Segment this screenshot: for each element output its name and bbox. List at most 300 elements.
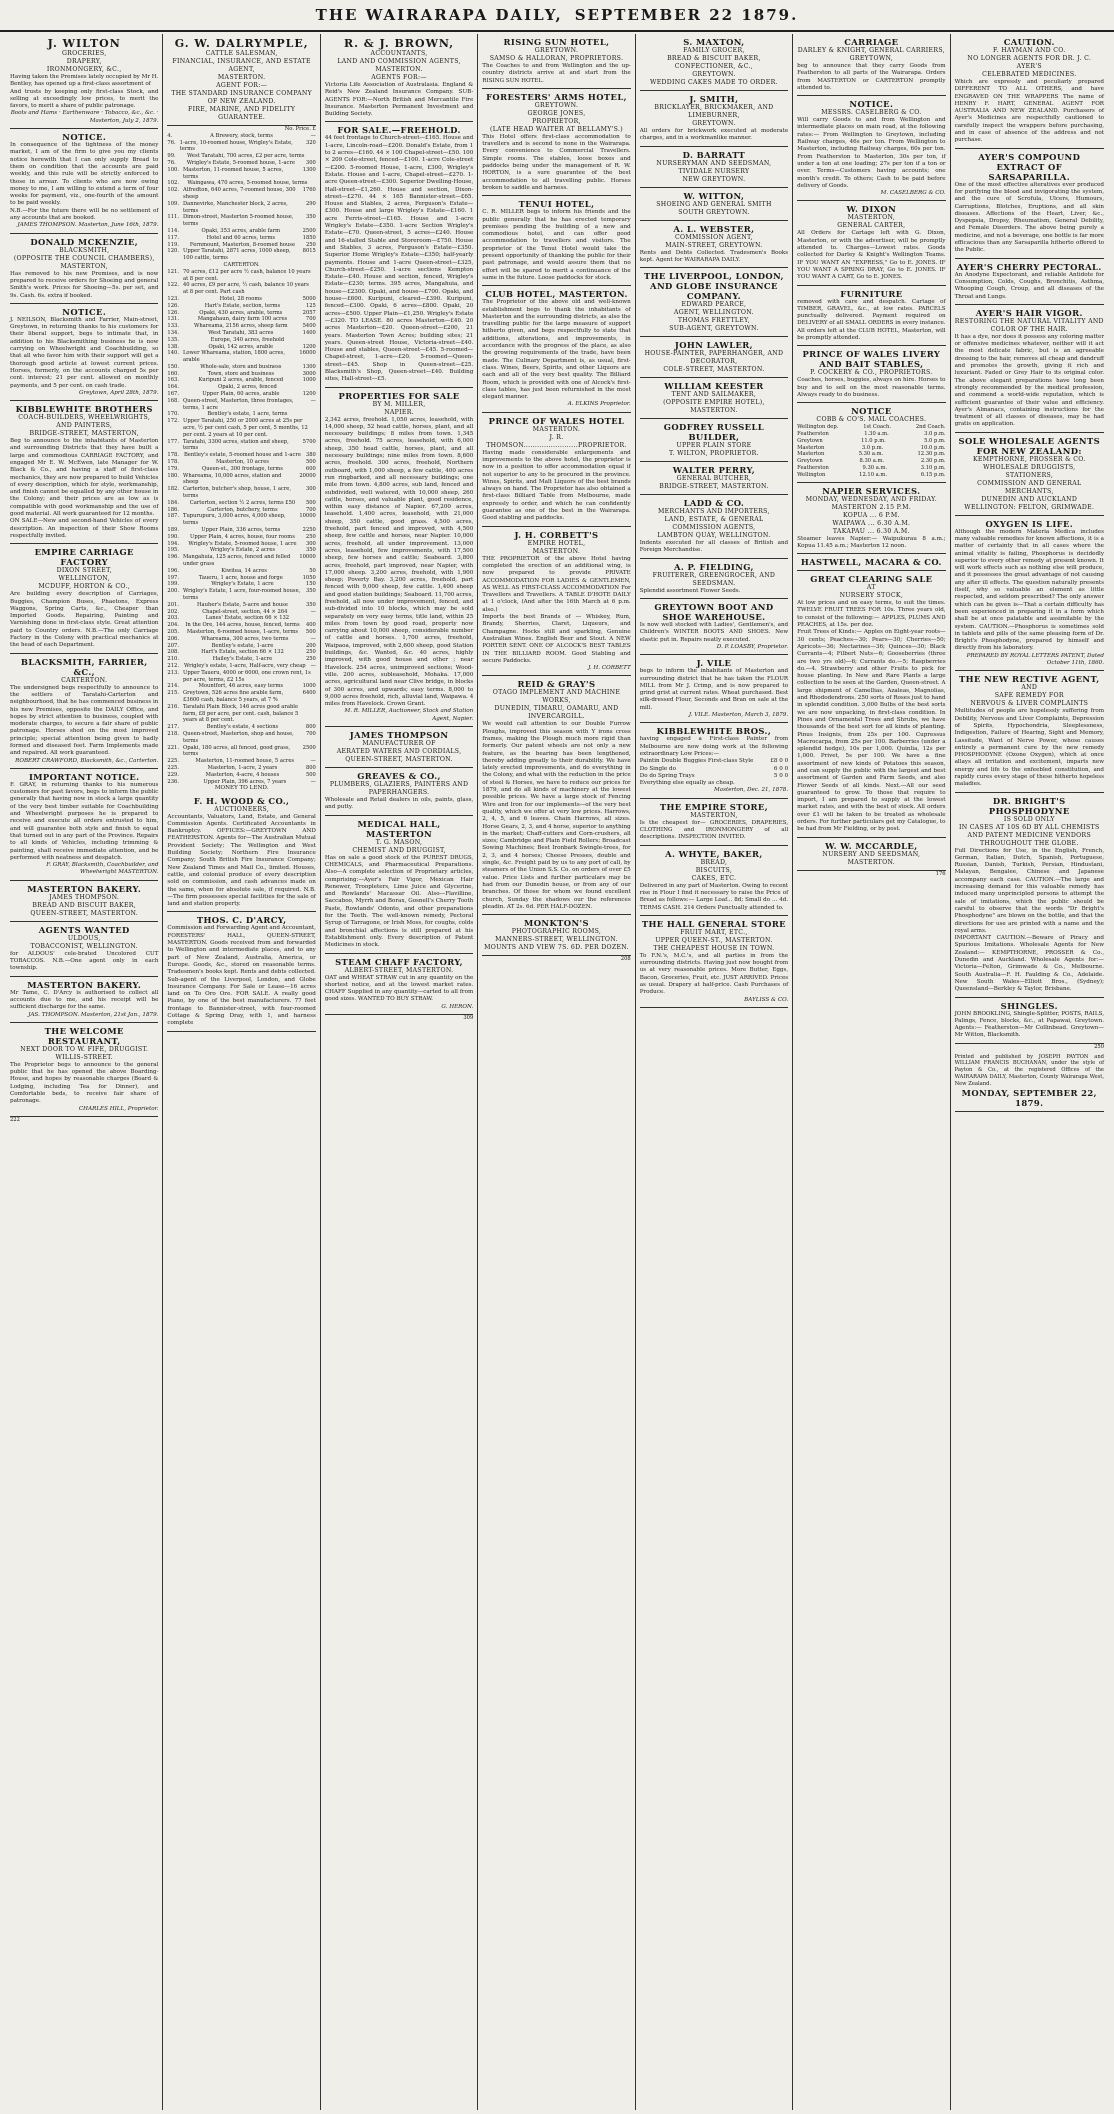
- ad-body: In consequence of the tightness of the money market, I am of the firm to give you my clients notice herewith that I can only supply Bread to them on condition that the accounts are paid weekly, and this rule will be strictly enforced to those in arrear. To clients who are now owing money to me, I am willing to extend a term of four weeks for payment, viz., one-fourth of the amount to be paid weekly.: [10, 142, 159, 207]
- ad-subheading: PROPRIETOR,: [532, 117, 581, 125]
- property-price: 1850: [302, 234, 316, 241]
- advertisement: [10, 977, 158, 1023]
- price-row: [640, 758, 788, 765]
- property-number: 163.: [167, 377, 179, 384]
- property-desc: A Brewery, stock, terms: [210, 132, 273, 139]
- ad-body: THE PROPRIETOR of the above Hotel having completed the erection of an additional wing, is now prepared to provide PRIVATE ACCOMMODATION FOR LADIES & GENTLEMEN, AS WELL AS FIRST-CLASS ACCOMMODATION For Travellers and Travellers. A TABLE D'HOTE DAILY at 1 o'clock, (And after the 16th March at 6 p.m. also.): [482, 555, 631, 613]
- ad-heading: IMPORTANT NOTICE.: [28, 771, 140, 782]
- property-row: [167, 507, 315, 514]
- property-number: 170.: [167, 411, 179, 418]
- ad-body: Wholesale and Retail dealers in oils, paints, glass, and putty.: [324, 797, 474, 811]
- property-desc: In the Ore, 144 acres, house, fenced, terms: [185, 622, 300, 629]
- property-number: 109.: [167, 200, 179, 207]
- ad-heading: NAPIER SERVICES.: [822, 485, 921, 496]
- ad-subheading: NO LONGER AGENTS FOR DR. J. C. AYER'S: [967, 55, 1092, 70]
- schedule-cell: Wellington dep.: [797, 424, 839, 431]
- property-number: 225.: [167, 758, 179, 765]
- advertisement: [325, 768, 473, 816]
- property-price: 350: [305, 547, 316, 554]
- ad-subheading: (OPPOSITE THE COUNCIL CHAMBERS),: [13, 254, 155, 262]
- ad-body: Delivered in any part of Masterton. Owing to recent rise in Flour I find it necessary to raise the Price of Bread as follows:— Large Loaf... 8d; Small do ... 4d. TERMS CASH. 214 Orders Punctually attended to.: [639, 882, 789, 911]
- property-number: 167.: [167, 391, 179, 398]
- ad-subheading: BREAD AND BISCUIT BAKER,: [32, 901, 137, 909]
- ad-signature: Boots and Hams · Earthenware · Tobacco, &c., &c. · Masterton, July 2, 1879.: [10, 110, 159, 124]
- property-desc: Masterton, 4-acre, 4 houses: [205, 771, 280, 778]
- ad-signature: CHARLES HILL, Proprietor.: [78, 1105, 159, 1112]
- ad-subheading: KEMPTHORNE, PROSSER & CO.: [973, 455, 1086, 463]
- property-number: 140.: [167, 350, 179, 357]
- advertisement: [797, 571, 945, 838]
- ad-heading: THE LIVERPOOL, LONDON, AND GLOBE INSURANCE COMPANY.: [643, 271, 784, 302]
- ad-heading: PRINCE OF WALES HOTEL: [488, 415, 625, 426]
- advertisement: [955, 793, 1104, 998]
- property-price: 350: [305, 588, 316, 595]
- advertisement: [482, 915, 630, 956]
- property-number: 134.: [167, 329, 179, 336]
- property-desc: 40 acres, £9 per acre, ½ cash, balance 10 years at 8 per cent. Part cash: [182, 282, 309, 296]
- property-desc: Hart's Estate, section 66 × 132: [201, 649, 284, 656]
- advertisement: [955, 34, 1104, 149]
- ad-subheading: MASTERTON.: [690, 407, 738, 415]
- property-number: 126.: [167, 309, 179, 316]
- advertisement: [482, 413, 630, 527]
- ad-subheading: CATTLE SALESMAN,: [205, 50, 278, 57]
- list-header: No. Price. £: [284, 126, 316, 132]
- ad-subheading: NAPIER.: [384, 408, 414, 416]
- property-number: 221.: [167, 744, 179, 751]
- ad-tail: Fruit Trees of Kinds:— Apples on Eight-year roots—30 cents; Peaches—30; Pears—30; Cherries—50; Apricots—36; Nectarines—36; Quinces—30; Black Currants—4; Filbert Nuts—6; Gooseberries (three are two yrs old)—6; Currants do.—5; Raspberries do.—4. Strawberry and other Fruits to pick for house planting. In New and Rare Plants a large collection to be seen at the Garden, Queen-street. A large shipment of Camellias, Azaleas, Magnolias, and Rhododendrons. 250 sorts of Roses just to hand in splendid condition. 3,000 Bulbs of the best sorts we are now unpacking, in first-class condition. In Pines and Ornamental Trees and Shrubs, we have thousands of the best sort for all kinds of planting. Pinus Insignis, from 25s per 100. Cupressus Macrocarpa, from 25s per 100. Barberries (under a splendid hedge), 10s per 1,000. Quinlia, 12s per 1,000. Privet, 5s per 100. We have a fine assortment of new kinds of Potatoes this season, and can supply the public with the largest and best assortment of Garden and Farm Seeds, and also Flower Seeds of all kinds. Next.—All our seed guaranteed to grow. To those that require to import, I am prepared to supply at the lowest market rates, and with the best of stock. All orders over £1 will be taken to be treated as wholesale orders. For further particulars get my Catalogue, to be had from Mr Fielding, or by post.: [797, 629, 946, 833]
- property-number: 182.: [167, 486, 179, 493]
- schedule-cell: 3.0 p.m.: [924, 431, 946, 437]
- schedule-cell: Masterton: [797, 444, 825, 451]
- schedule-cell: Greytown: [797, 458, 823, 465]
- property-row: [167, 364, 315, 371]
- property-price: 1400: [302, 329, 316, 336]
- ad-heading: NOTICE.: [62, 306, 107, 317]
- property-row: [167, 153, 315, 160]
- price-label: Do do Spring Trays: [639, 772, 695, 779]
- advertisement: [640, 559, 788, 599]
- property-desc: Taueru, 1 acre, house and forge: [198, 574, 283, 581]
- property-number: 131.: [167, 316, 179, 323]
- property-price: 500: [305, 771, 316, 778]
- property-row: [167, 486, 315, 500]
- schedule-cell: 8.30 a.m.: [859, 458, 885, 465]
- advertisement: [325, 122, 473, 387]
- property-number: 160.: [167, 370, 179, 377]
- ad-body: Multitudes of people are hopelessly suffering from Debility, Nervous and Liver Complaints, Depression of Spirits, Hypochondria, Sleeplessness, Indigestion, Failure of Hearing, Sight and Memory, Lassitude, Want of Nerve Power, whose causes entirely a permanent cure by the new remedy PHOSPHODYNE (Ozone Oxygen), which at once allays all irritation and excitement, imparts new energy and life to the enfeebled constitution, and rapidly cures every stage of these hitherto hopeless maladies.: [954, 708, 1104, 788]
- ad-heading: WILLIAM KEESTER: [664, 381, 764, 392]
- ad-subheading: F. HAYMAN AND CO.: [993, 47, 1066, 54]
- advertisement: [640, 799, 788, 846]
- advertisement: [325, 954, 473, 1015]
- column-1: [6, 34, 163, 2110]
- property-price: 1300: [302, 363, 316, 370]
- advertisement: [955, 998, 1104, 1044]
- ad-subheading: GREYTOWN.: [534, 101, 579, 109]
- property-row: [167, 201, 315, 215]
- property-row: [167, 466, 315, 473]
- ad-subheading: COMMISSION AND GENERAL MERCHANTS,: [977, 479, 1082, 495]
- property-row: [167, 133, 315, 140]
- property-number: 210.: [167, 656, 179, 663]
- ad-subheading: CHEMIST AND DRUGGIST,: [352, 846, 446, 854]
- property-desc: Masterton, 6-roomed house, 1-acre, terms: [186, 628, 299, 635]
- ad-subheading: GREYTOWN.: [692, 71, 736, 78]
- property-row: [167, 663, 315, 670]
- property-desc: Upper Plain, 60 acres, arable: [202, 391, 280, 398]
- property-row: [167, 534, 315, 541]
- schedule-cell: 2nd Coach.: [915, 424, 946, 431]
- advertisement: [482, 89, 630, 196]
- price-row: [640, 780, 788, 787]
- property-row: [167, 228, 315, 235]
- ad-body: Having made considerable enlargements and improvements to the above hotel, the proprietor is now in a position to offer accommodation equal if not superior to any to be procured in the province. Wines, Spirits, and Malt Liquors of the best brands always on hand. The Proprietor has also obtained a first-class Billiard Table from Melbourne, made expressly to order, and which he can confidently guarantee as one of the best in the Wairarapa. Good stabling and paddocks.: [482, 449, 631, 522]
- property-number: 172.: [167, 418, 179, 425]
- property-desc: Opaki, 353 acres, arable farm: [201, 227, 281, 234]
- property-price: 50: [309, 567, 316, 574]
- ad-heading: FORESTERS' ARMS HOTEL,: [486, 91, 627, 102]
- ad-heading: AYER'S CHERRY PECTORAL.: [956, 261, 1102, 272]
- property-row: [167, 160, 315, 167]
- property-row: [167, 581, 315, 588]
- property-row: [167, 384, 315, 391]
- column-6: [793, 34, 950, 2110]
- property-row: [167, 745, 315, 759]
- property-number: 201.: [167, 601, 179, 608]
- property-desc: Europe, 340 acres, freehold: [210, 336, 285, 343]
- ad-heading: J. WILTON: [47, 37, 121, 50]
- property-price: 380: [305, 452, 316, 459]
- ad-subheading: AERATED WATERS AND CORDIALS,: [336, 748, 462, 756]
- property-desc: Masterton, 11-roomed house, 5 acres, terms: [182, 166, 284, 180]
- property-number: 133.: [167, 323, 179, 330]
- ad-subheading: NURSERY AND SEEDSMAN,: [822, 850, 921, 858]
- ad-subheading: UPPER QUEEN-ST., MASTERTON.: [655, 936, 773, 944]
- property-price: 2500: [302, 227, 316, 234]
- ad-subheading: TAKAPAU ... 6.30 A.M.: [832, 527, 910, 535]
- property-row: [167, 575, 315, 582]
- advertisement: [797, 346, 945, 403]
- ad-signature: JAS. THOMPSON. Masterton, 21st Jan., 1879.: [28, 1011, 159, 1018]
- advertisement: [482, 34, 630, 89]
- property-desc: Wrigley's Estate, 5-roomed house, 1 acre: [188, 540, 297, 547]
- advertisement: [640, 188, 788, 221]
- property-number: 178.: [167, 459, 179, 466]
- advertisement: [640, 495, 788, 559]
- ad-subheading: SAFE REMEDY FOR: [994, 692, 1064, 700]
- ad-subheading: IN CASES AT 10S 6D BY ALL CHEMISTS AND PATENT MEDICINE VENDORS THROUGHOUT THE GLOBE.: [959, 823, 1100, 847]
- advertisement: [10, 544, 158, 653]
- ad-body: An Anodyne Expectorant, and reliable Antidote for Consumption, Colds, Coughs, Bronchitis, Asthma, Whooping Cough, Croup, and all diseases of the Throat and Lungs.: [954, 271, 1104, 300]
- ad-subheading: LAND, ESTATE, & GENERAL COMMISSION AGENTS,: [664, 516, 764, 532]
- ad-heading: W. DIXON: [846, 204, 897, 215]
- property-desc: Upper Taratahi, 250 or 2000 acres at 25s per acre, ½ per cent cash, 5 per cent, 5 months, 12 per cent. 2 years at 10 per cent.: [182, 418, 308, 438]
- ad-subheading: IS SOLD ONLY: [1003, 815, 1055, 823]
- ad-heading: CARRIAGE: [844, 37, 899, 47]
- ad-body: F. GRAY, in returning thanks to his numerous customers for past favors, begs to inform the public generally that having now in stock a large quantity of the very best timber suitable for Coachbuilding and Wheelwright purposes he is prepared to receive and execute all orders entrusted to him, and will guarantee both style and finish to equal that turned out in any part of the Province. Repairs to all kinds of Vehicles, including trimming & painting, shall receive immediate attention, and be performed with neatness and despatch.: [10, 781, 159, 861]
- property-desc: West Taratahi, 700 acres, £2 per acre, terms: [187, 153, 305, 160]
- property-row: [167, 731, 315, 745]
- advertisement: [797, 34, 945, 96]
- advertisement: [482, 527, 630, 677]
- price-value: 5 0 0: [773, 772, 789, 779]
- ad-heading: HASTWELL, MACARA & CO.: [800, 557, 942, 568]
- property-price: 350: [305, 601, 316, 608]
- property-number: 218.: [167, 730, 179, 737]
- schedule-row: [797, 431, 945, 438]
- ad-subheading: COACH-BUILDERS, WHEELWRIGHTS, AND PAINTERS,: [18, 414, 151, 430]
- property-row: [167, 554, 315, 568]
- property-number: 135.: [167, 336, 179, 343]
- advertisement: [482, 676, 630, 915]
- property-number: 206.: [167, 635, 179, 642]
- property-row: [167, 391, 315, 398]
- ad-subheading: MASTERTON.: [532, 547, 581, 555]
- property-number: 102.: [167, 180, 179, 187]
- advertisement: [640, 723, 788, 798]
- property-desc: Hauher's Estate, 5-acre and house: [197, 601, 288, 608]
- property-desc: Carterton, butchery, terms: [207, 506, 278, 513]
- property-row: [167, 269, 315, 283]
- property-desc: Dimon-street, Masterton 5-roomed house, terms: [182, 214, 294, 228]
- ad-signature: A. ELKINS Proprietor.: [567, 401, 631, 408]
- ad-body: At low prices and on easy terms, to suit the times. TWELVE FRUIT TREES FOR 10s. Three years old, to consist of the following:— APPLES, PLUMS AND PEACHES, at 15s. per doz.: [797, 600, 946, 629]
- ad-heading: GREAT CLEARING SALE: [810, 574, 933, 585]
- property-desc: Wrigley's Estate, 1 acre: [211, 581, 274, 588]
- property-desc: Whole-sale, store and business: [200, 363, 282, 370]
- ad-heading: AYER'S COMPOUND EXTRACT OF SARSAPARILLA.: [978, 151, 1081, 182]
- ad-subheading: MASTERTON.: [532, 425, 581, 433]
- ad-subheading: NEXT DOOR TO W. FIFE, DRUGGIST.: [20, 1045, 149, 1053]
- property-desc: Wrigley's Estate, 2 acres: [209, 547, 276, 554]
- ad-body: Beg to announce to the inhabitants of Masterton and surrounding Districts that they have built a large and commodious CARRIAGE FACTORY, and engaged Mr E. W. McEwen, late Manager for W. Black & Co., and having a staff of first-class mechanics, they are now prepared to build Vehicles of every description, which for style, workmanship, and finish cannot be equalled by any other house in the Colony; and their prices are as low as is compatible with good workmanship and the use of good material. All work guaranteed for 12 months.: [10, 438, 159, 518]
- advertisement: [640, 378, 788, 419]
- property-price: 300: [305, 486, 316, 493]
- property-row: [167, 167, 315, 181]
- property-number: 189.: [167, 527, 179, 534]
- ad-subheading: MCDUFF, HORTON & CO.,: [38, 583, 130, 591]
- ad-body: Victoria Life Association of Australasia. England & Reid's New Zealand Insurance Company. SUB-AGENTS FOR:—North British and Mercantile Fire Insurance. Masterton Permanent Investment and Building Society.: [324, 82, 474, 118]
- property-number: 203.: [167, 615, 179, 622]
- schedule-cell: 1.30 a.m.: [864, 431, 889, 437]
- ad-subheading: PHOTOGRAPHIC ROOMS,: [511, 928, 602, 936]
- ad-signature: ROBERT CRAWFORD, Blacksmith, &c., Carterton.: [15, 757, 159, 764]
- ad-subheading: UPPER PLAIN STORE: [676, 442, 752, 450]
- property-desc: Carterton, butcher's shop, house, 1 acre, terms: [182, 486, 292, 500]
- schedule-row: [797, 445, 945, 452]
- ad-body: Accountants, Valuators, Land, Estate, and General Commission Agents. Certificated Accountants in Bankruptcy. OFFICES:—GREYTOWN AND FEATHERSTON. Agents for—The Australian Mutual Provident Society; The Wellington and West Building Society; Northern Fire Insurance Company; South British Fire Insurance Company; New Zealand Times and Mail Co., limited. Houses, cattle, and colonial produce of every description sold on commission, and cash advances made on the same, when for absolute sale, if required. N.B.—The firm possesses special facilities for the sale of land and station property.: [167, 813, 316, 908]
- property-row: [167, 568, 315, 575]
- ad-body: having engaged a First-class Painter from Melbourne are now doing work at the following extraordinary Low Prices:—: [639, 736, 789, 757]
- property-price: 1200: [302, 343, 316, 350]
- property-row: [167, 500, 315, 507]
- ad-heading: NOTICE: [851, 406, 892, 417]
- ad-heading: SHINGLES.: [1000, 1000, 1058, 1011]
- property-desc: Tupurupuru, 3,000 acres, 4,000 sheep, terms: [182, 513, 286, 527]
- property-number: 4.: [167, 132, 173, 139]
- property-price: 350: [305, 214, 316, 221]
- ad-body: Will carry Goods to and from Wellington and intermediate places on main road, at the following rates:— From Wellington to Greytown, including Railway charges, 46s per ton. From Wellington to Masterton, including Railway charges, 60s per ton. From Featherston to Masterton, 30s per ton, if under a ton at one loading; 27s per ton if a ton or over. Terms—Customers having accounts; one month's credit. To others; Cash to be paid before delivery of Goods.: [797, 117, 946, 189]
- property-number: 138.: [167, 343, 179, 350]
- ad-heading: THE HALL GENERAL STORE: [641, 918, 786, 929]
- ad-body: The Proprietor begs to announce to the general public that he has opened the above Boarding-House, and hopes by reasonable charges (Board & Lodging, including Tea for Dinner), and Comfortable beds, to receive fair share of patronage.: [10, 1061, 159, 1105]
- ad-subheading: QUEEN-STREET, MASTERTON.: [30, 909, 139, 917]
- ad-body: for ALDOUS' cele-brated Uncolored CUT TOBACCOS. N.B.—One agent only in each township.: [10, 950, 159, 972]
- ad-body: 2,342 acres, freehold. 1,050 acres, leasehold, with 14,000 sheep, 52 head cattle, horses, plant, and all necessary buildings; 8 miles from town. 1,345 acres, freehold. 75 acres, leasehold, with 6,000 sheep, 350 head cattle, horses, plant, and all necessary buildings; nine miles from town. 8,600 acres, freehold. 300 acres, freehold, Northern outboard, with 1,000 sheep, a few cattle, 400 acres run ringbarked, and all necessary buildings; one mile from town. 4,800 acres, sub land, fenced and subdivided, well watered, with 10,000 sheep, 260 cattle, horses, and valuable plant, good residence, within easy distance of Napier. 67,200 acres, leasehold. 1,400 acres, leasehold, with 21,000 sheep, 350 cattle, good grass. 4,500 acres, freehold, part fenced and improved, with 4,500 sheep, few cattle and horses, near Napier. 10,000 acres, freehold, all under improvement. 13,000 acres, leasehold, few improvements, with 17,500 sheep, few horses and cattle; Seaboard. 3,800 acres, freehold, part improved, near Napier, with 17,000 sheep. 3,200 acres, freehold, with 1,900 sheep; Poverty Bay. 3,200 acres, freehold, part fenced with 9,000 sheep, few cattle. 1,400 sheep and good station buildings; Seaboard. 11,700 acres, freehold, all now under improvement, fenced, and sub-divided into 10 blocks, which may be sold separately on very easy terms, title land, within 25 miles from town by good road, property now carrying about 10,000 sheep, considerable number of cattle and horses. 1,700 acres, freehold, Waipaoa, improved, with 2,600 sheep, good Station buildings, &c. Wanted, &c. 40 acres, highly improved, with good house and other ; near Havelock. 254 acres, unimproved sections; Wood-ville. 200 acres, subleasehold, Mohaka. 17,000 acres, agricultural land near Clive bridge, in blocks of 300 acres, and upwards; easy terms. 8,000 to 9,000 acres freehold, rich, alluvial land, Waipawa. 4 miles from Havelock. Crown Grant.: [324, 416, 474, 708]
- ad-subheading: SUB-AGENT, GREYTOWN.: [669, 325, 759, 333]
- ad-subheading: EMPIRE HOTEL,: [527, 539, 586, 547]
- property-number: 205.: [167, 628, 179, 635]
- advertisement: [10, 922, 158, 977]
- property-number: 199.: [167, 581, 179, 588]
- ad-subheading: ULDOUS,: [67, 934, 101, 942]
- ad-heading: THE EMPIRE STORE,: [659, 801, 769, 812]
- property-row: [167, 187, 315, 201]
- ad-subheading: BY M. MILLER,: [372, 400, 426, 408]
- property-desc: Carterton, section ½ 2 acres, terms £50: [189, 499, 296, 506]
- property-price: 700: [305, 316, 316, 323]
- ad-signature: Greytown, April 28th, 1879.: [79, 389, 159, 396]
- ad-number: 309: [463, 1014, 474, 1021]
- property-row: [167, 683, 315, 690]
- advertisement: [10, 34, 158, 129]
- property-number: 213.: [167, 669, 179, 676]
- ad-heading: STEAM CHAFF FACTORY,: [335, 956, 464, 967]
- ad-subheading: FIRE, MARINE, AND FIDELITY GUARANTEE.: [188, 106, 296, 121]
- ad-signature: M. CASELBERG & CO.: [880, 190, 946, 197]
- ad-subheading: DECORATOR,: [690, 358, 738, 366]
- ad-subheading: QUEEN-STREET, MASTERTON.: [345, 756, 453, 764]
- price-row: [640, 766, 788, 773]
- property-number: 123.: [167, 295, 179, 302]
- price-label: Everything else equally as cheap.: [639, 780, 735, 787]
- price-label: Paintin Double Buggies First-class Style: [639, 758, 754, 765]
- advertisement: [640, 419, 788, 462]
- ad-body: Having taken the Premises lately occupied by Mr H. Bentley, has opened up a first-class assortment of: [10, 74, 159, 88]
- ad-tail: Imports the best Brands of — Whiskey, Rum, Brandy, Sherries, Claret, Liqueurs, and Champagne. Hocks still and sparkling, Genuine Australian Wines. English Beer and Stout. A NEW PORTER SENT. ONE OF ALCOCK'S BEST TABLES IN THE BILLIARD ROOM. Good Stabling and secure Paddocks.: [482, 614, 631, 664]
- ad-body: removed with care and despatch. Cartage of TIMBER, GRAVEL, &c., at low rates. PARCELS punctually delivered. Payment required on DELIVERY of all SMALL ORDERS in every instance. All orders left at the CLUB HOTEL, Masterton, will be promptly attended.: [797, 298, 946, 342]
- advertisement: [797, 483, 945, 555]
- property-desc: Taratahi, 3300 acres, station and sheep, terms: [182, 438, 289, 452]
- property-price: 700: [305, 506, 316, 513]
- ad-heading: J. SMITH,: [689, 94, 739, 104]
- ad-body: We would call attention to our Double Furrow Ploughs, improved this season with Y irons cross frames, making the Plough much more rigid than formerly. Our patent wheels are not only a new feature, as the bearing has been lengthened, thereby adding greatly to their durability. We have lately erected improvements, and do everything in the Colony, and what with the reduction in the price of steel & Horses, we have to reduce our prices for 1879, and do all kinds of machinery at the lowest possible prices. We have a large stock of Fencing Wire and Iron for our implements—of the very best quality, which we offer at very low prices. Harrows, 2, 4, 5, and 6 leaves. Chain Harrows, all sizes. Horse Gears, 2, 3, and 4 horse, superior to anything in the market; Chaff-cutters and Corn-crushers, all sizes; Cambridge and Plain Field Rollers; Broadcast Sowing Machines; Best Ironbark Swingle-trees, for 2, 3, and 4 horses; Cheese Presses, double and single, &c. Freight paid by us to any port of call, by steamers of the Union S.S. Co. on orders of over £5 value. Price Lists and further particulars may be had from our Dunedin house, or from any of our branches. Of those for whom we found excellent church, Sunday the shadows our the references pleadin. AT 2s. 6d. PER HALF-DOZEN.: [482, 721, 631, 910]
- property-price: 700: [305, 730, 316, 737]
- property-desc: Hailey's Estate, 1-acre: [212, 656, 273, 663]
- property-row: [167, 779, 315, 786]
- ad-number: 222: [10, 1116, 20, 1123]
- advertisement: [955, 305, 1104, 433]
- schedule-row: [797, 451, 945, 458]
- property-number: 196.: [167, 554, 179, 561]
- ad-subheading: GENERAL CARTER,: [837, 222, 906, 230]
- ad-body: 44 feet frontage to Church-street—£165. House and 1-acre, Lincoln-road—£200. Donald's Estate, from 1 to 2 acres—£160. 44 × 100 Chapel-street—£50. 100 × 209 Cole-street, fenced—£100. 1-acre Cole-street—£200. 5-roomed House, 1-acre, £300, Wrigley's Estate. House and 1-acre, Chapel-street—£270. 1-acre Queen-street—£300. Superior Dwelling-House, Hall-street—£1,260. House and section, Dixon-street—£270. 44 × 165 Bannister-street—£65. House and Stables, 2 acres, Ferguson's Estate—£300. House and large Wrigley's Estate—£160. 1 acre Ferris-street—£165. House and 1-acre Wrigley's Estate—£350. 1-acre Section Wrigley's Estate—£70. Queen-street, 5 acres—£240. House and 16-stalled Stable and Storeroom—£750. House and Stables, 3 acres, Ferguson's Estate—£350. Superior Home Wrigley's Estate—£350; half-yearly payments. House and 1-acre Queen-street—£325, Church-street—£250. 1-acre sections Kempton Estate—£40. House and section, fenced, Wrigley's Estate—£230; terms. 395 acres, Mangahuia, and house—£2300. Opaki, and house—£700. Opaki, and house—£600. Kuripuni, cleared—£390. Kuripuni, fenced—£300. Opaki, 6 acres—£800. Opaki, 20 acres—£500. Upper Plain—£1,250. Wrigley's Estate—£320. TO LEASE. 80 acres Masterton—£40. 20 acres Masterton—£20. Queen-street—£200, 21 years. Masterton Town Acres; building sites; 21 years. Queen-street House, Victoria-street—£40. House and stables, Queen-street—£45. 5-roomed—Chapel-street, 1-acre—£20. 5-roomed—Queen-street—£45. Shop in Queen-street—£25. Blacksmith's Shop, Queen-street—£40. Building sites, Hall-street—£5.: [324, 135, 474, 383]
- ad-body: The Proprietor of the above old and well-known establishment begs to thank the inhabitants of Masterton and the surrounding districts, as also the travelling public for the large measure of support hitherto given, and begs respectfully to state that additions, alterations, and improvements, in accordance with the progress of the place, as also the growing requirements of the trade, have been made. The Culinary Department is, as usual, first-class. Wines, Beers, Spirits, and other Liquors are each and all of the very best quality. The Billiard Room, which is provided with one of Alcock's first-class tables, has just been refurnished in the most elegant manner.: [482, 299, 631, 401]
- property-number: 229.: [167, 771, 179, 778]
- schedule-cell: 9.30 a.m.: [862, 464, 888, 471]
- column-4: [478, 34, 635, 2110]
- ad-subheading: WELLINGTON: FELTON, GRIMWADE.: [964, 503, 1095, 511]
- advertisement: [10, 304, 158, 401]
- property-desc: Fernmount, Masterton, 8-roomed house: [189, 241, 296, 248]
- property-price: 250: [305, 241, 316, 248]
- ad-heading: CLUB HOTEL, MASTERTON.: [485, 289, 628, 300]
- property-number: 202.: [167, 608, 179, 615]
- ad-body: All Orders for Cartage left with G. Dixon, Masterton, or with the advertiser, will be promptly attended to. Charges—Lowest rates. Goods collected for Darley & Knight's Wellington Teams. IF YOU WANT AN "EXPRESS," Go to E. JONES. IF YOU WANT A SPRING DRAY, Go to E. JONES. IF YOU WANT A CART, Go to E. JONES.: [797, 230, 946, 281]
- advertisement: [640, 916, 788, 1008]
- property-price: 250: [305, 533, 316, 540]
- schedule-cell: Greytown: [797, 437, 823, 444]
- ad-heading: FOR SALE.—FREEHOLD.: [337, 125, 461, 136]
- schedule-cell: Featherston: [797, 464, 829, 471]
- property-desc: West Taratahi, 383 acres: [208, 329, 274, 336]
- property-row: [167, 459, 315, 466]
- property-row: [167, 473, 315, 487]
- property-row: [167, 615, 315, 622]
- ad-subheading: BRIDGE-STREET, MASTERTON,: [29, 430, 139, 438]
- property-desc: Taratahi Plain Block, 146 acres good arable farm, £8 per acre, per cent. cash, balance 5 years at 8 per cent.: [182, 703, 299, 724]
- ad-body: Coaches, horses, buggies, always on hire. Horses to buy and to sell on the most reasonable terms. Always ready to do business.: [797, 377, 946, 398]
- property-row: [167, 242, 315, 249]
- ad-subheading: TIVIDALE NURSERY: [678, 167, 750, 175]
- property-number: 177.: [167, 438, 179, 445]
- imprint: [955, 1051, 1104, 1112]
- property-number: 216.: [167, 703, 179, 710]
- property-desc: Opaki, 2 acres, fenced: [217, 384, 277, 391]
- ad-subheading: WEDDING CAKES MADE TO ORDER.: [650, 79, 778, 86]
- property-price: 1000: [302, 377, 316, 384]
- property-number: 119.: [167, 241, 179, 248]
- ad-body: The Coaches to and from Wellington and the up-country districts arrive at and start from the RISING SUN HOTEL.: [482, 63, 631, 84]
- property-desc: Lower Whareama, station, 1800 acres, arable: [182, 350, 285, 364]
- advertisement: [955, 259, 1104, 305]
- ad-body: Are building every description of Carriages, Buggies, Champion Buses, Phaetons, Express Waggons, Spring Carts, &c., Cheaper than Imported Goods. Repairing, Painting and Varnishing done in first-class style. Great attention paid to Country orders. N.B.—The only Carriage Factory in the Colony with practical mechanics at the head of each Department.: [10, 591, 159, 649]
- property-desc: Whareama, 10,000 acres, station and sheep: [182, 472, 282, 486]
- advertisement: [10, 234, 158, 304]
- ad-subheading: AGENT, WELLINGTON.: [673, 309, 754, 317]
- ad-body: Which are expressly and peculiarly prepared DIFFERENT TO ALL OTHERS, and have ENGRAVED ON THE WRAPPERS The name of HENRY F. HART, GENERAL AGENT FOR AUSTRALIA AND NEW ZEALAND. Purchasers of Ayer's Medicines are respectfully cautioned to carefully inspect the wrappers before purchasing, and in case of absence of the address and not purchase.: [954, 79, 1104, 144]
- property-price: 200: [305, 642, 316, 649]
- property-row: [167, 310, 315, 317]
- ad-heading: FURNITURE: [840, 288, 903, 299]
- property-number: 187.: [167, 513, 179, 520]
- property-desc: Hotel, 28 rooms: [219, 295, 262, 302]
- ad-heading: LADD & CO.: [683, 498, 745, 509]
- ad-subheading: AGENTS FOR:—: [371, 74, 427, 81]
- property-desc: Town, store and business: [207, 370, 275, 377]
- ad-body: Although the modern Materia Medica includes many valuable remedies for known affections, it is a matter of certainty that in all cases where the animal vitality is failing, Phosphorus is decidedly superior to every other remedy at present known. It will work effects such as nothing else will produce, and it possesses the great advantage of not causing any after ill effects. The question naturally presents itself, why so valuable an element as little respected, and seldom prescribed? The only answer which can be given is—That a certain difficulty has been experienced in preparing it in a form which shall be at once palatable and assimilable by the system. CAUTION.—Phosphorus is sometimes sold in tablets and pills of the same pleasing form of Dr. Bright's Phosphodyne, prepared by himself and directly from his laboratory.: [954, 528, 1104, 652]
- property-number: 126.: [167, 302, 179, 309]
- ad-subheading: MASTERTON,: [847, 214, 896, 222]
- property-price: 800: [305, 764, 316, 771]
- ad-subheading: COBB & CO'S. MAIL COACHES.: [816, 416, 927, 424]
- property-price: 1760: [302, 187, 316, 194]
- property-desc: Masterton, 11-roomed house, 5 acres: [195, 758, 295, 765]
- property-price: —: [310, 778, 316, 785]
- ad-subheading: SAMSO & HALLORAN, PROPRIETORS.: [489, 55, 624, 62]
- advertisement: [955, 516, 1104, 672]
- ad-subheading: GREYTOWN.: [534, 47, 579, 54]
- property-number: 214.: [167, 683, 179, 690]
- masthead: [0, 0, 1114, 32]
- property-row: [167, 350, 315, 364]
- property-desc: Kuripuni 2 acres, arable, fenced: [198, 377, 284, 384]
- ad-heading: GREAVES & CO.,: [357, 771, 441, 782]
- masthead-date: SEPTEMBER 22 1879.: [574, 6, 799, 24]
- property-row: [167, 303, 315, 310]
- ad-subheading: AGENT FOR:—: [216, 82, 268, 89]
